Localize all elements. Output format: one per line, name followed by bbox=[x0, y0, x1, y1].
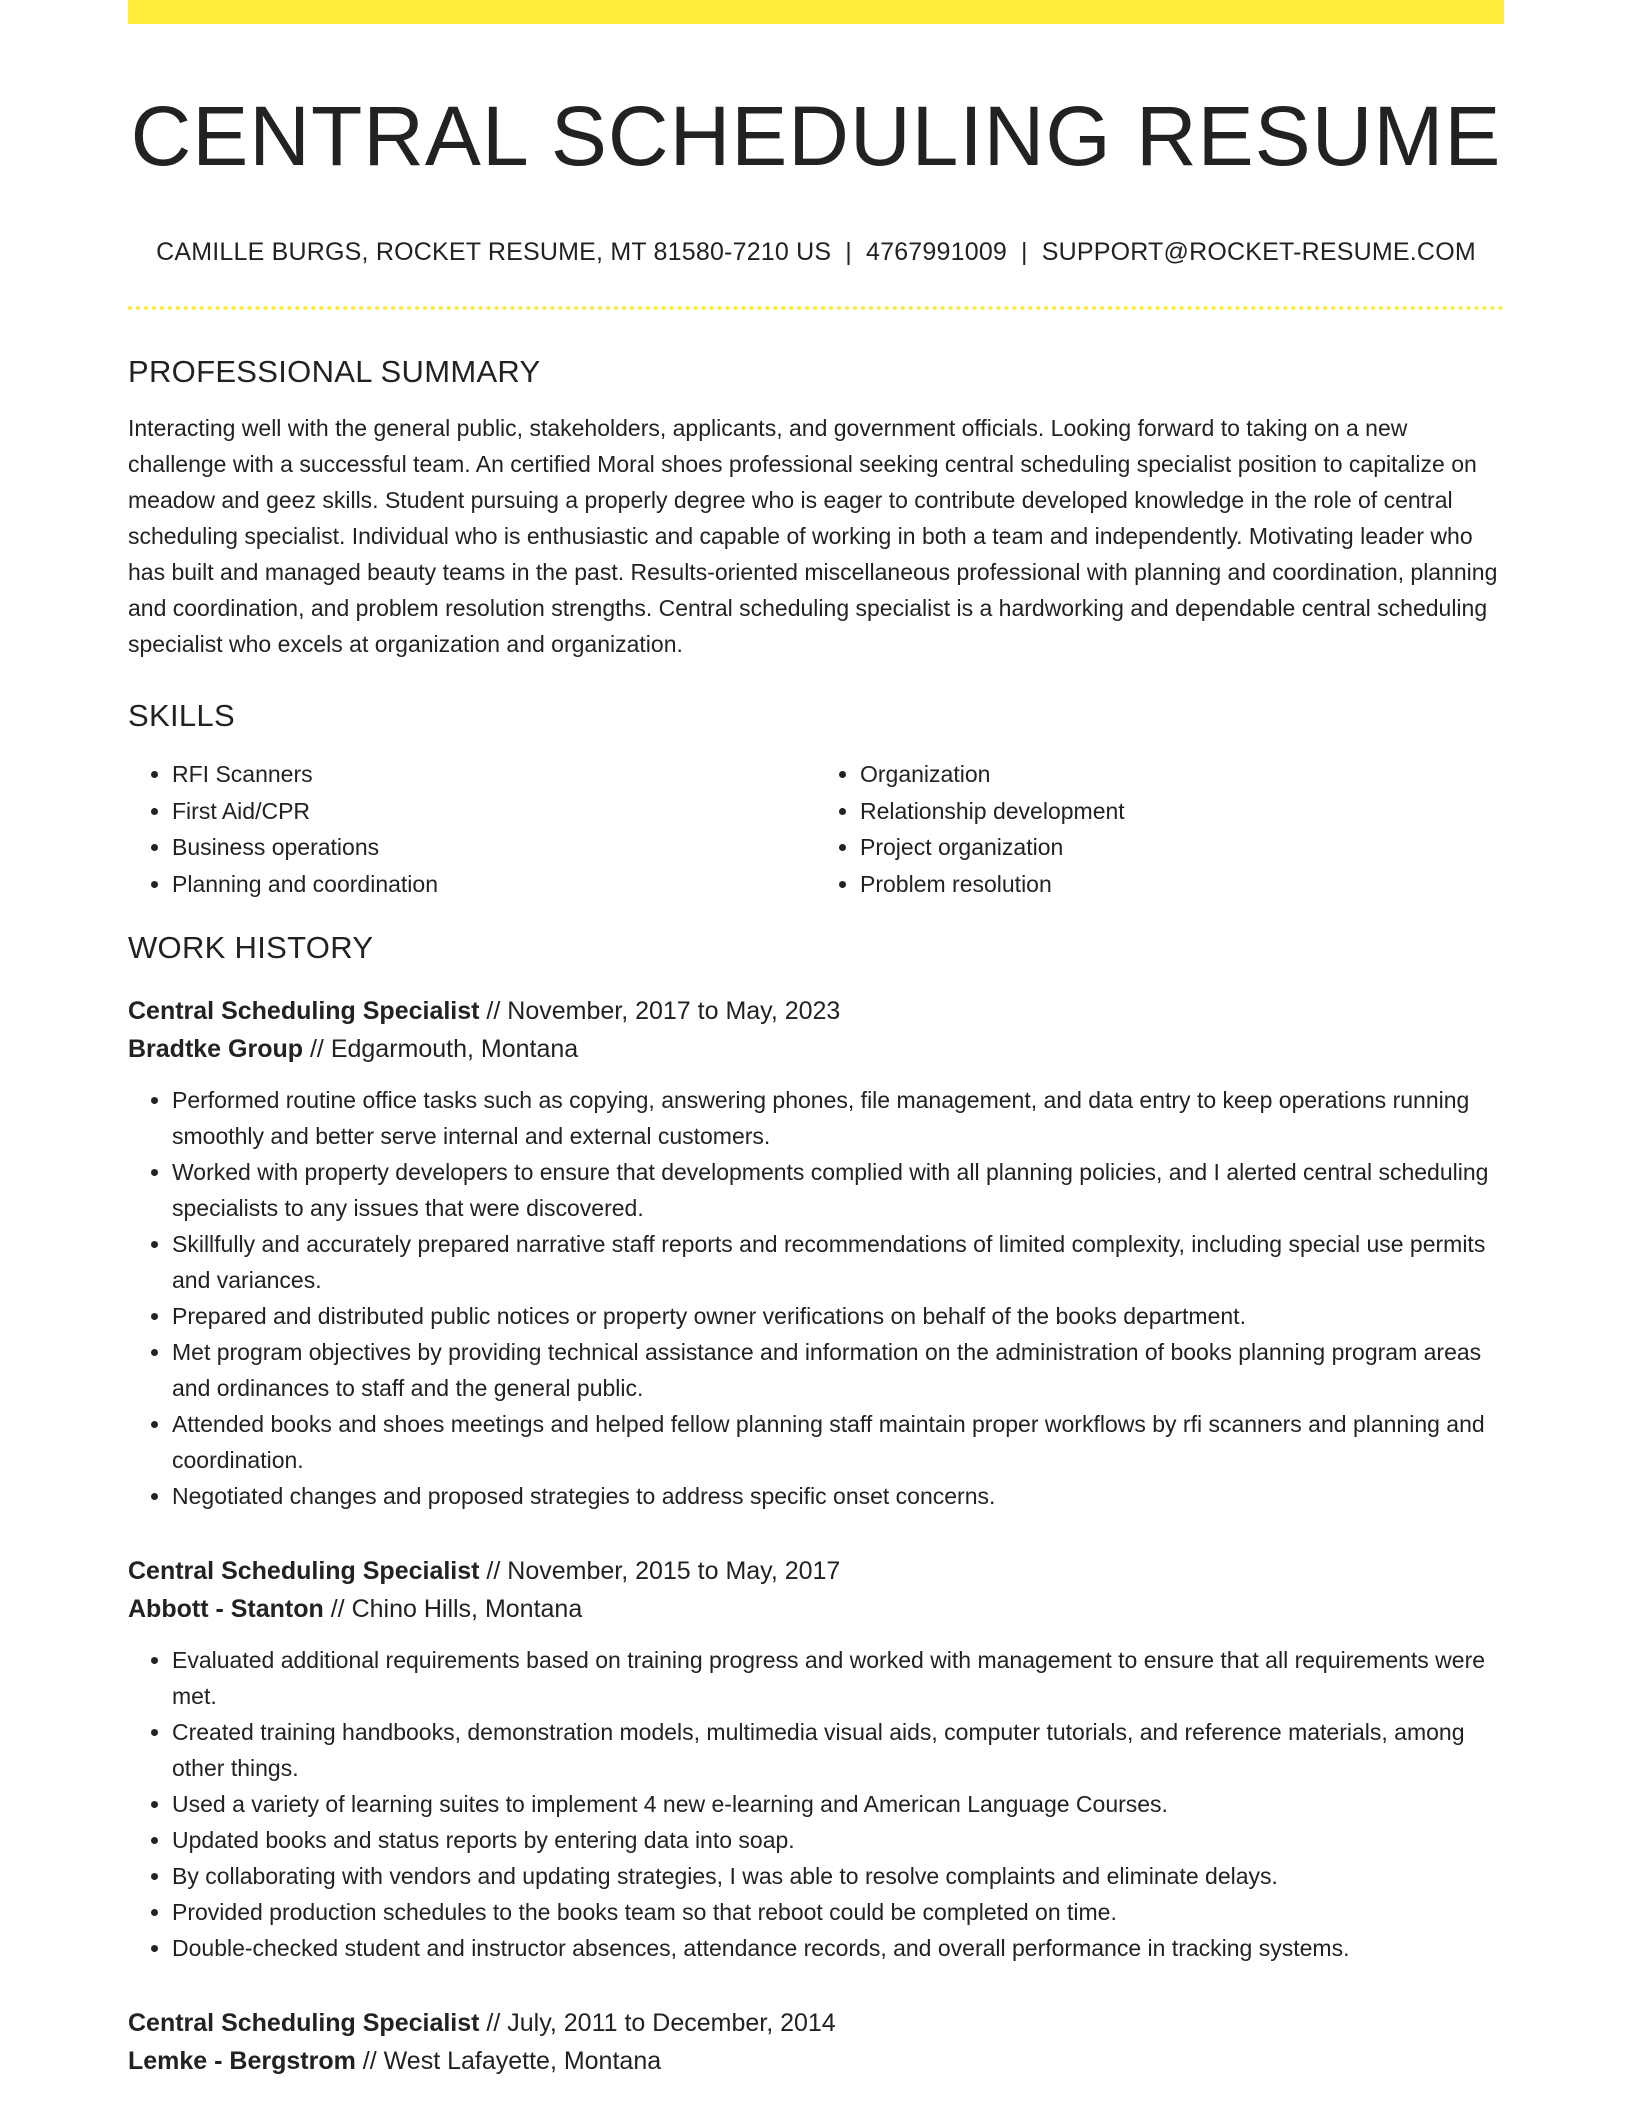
job-title: Central Scheduling Specialist bbox=[128, 997, 480, 1025]
contact-separator: | bbox=[845, 238, 852, 266]
skill-item: • Relationship development bbox=[860, 793, 1504, 830]
skill-item: • RFI Scanners bbox=[172, 756, 816, 793]
job-title: Central Scheduling Specialist bbox=[128, 1557, 480, 1585]
job-company-line bbox=[128, 1030, 1504, 1068]
job-company-line bbox=[128, 2042, 1504, 2080]
work-history-heading: WORK HISTORY bbox=[128, 930, 374, 965]
job-title-line bbox=[128, 992, 1504, 1030]
job-bullets bbox=[128, 1082, 1504, 1514]
job-bullet: • Used a variety of learning suites to implement 4 new e-learning and American Language Courses. bbox=[172, 1786, 1504, 1822]
job-location: // West Lafayette, Montana bbox=[355, 2047, 662, 2075]
job-dates: // November, 2017 to May, 2023 bbox=[479, 997, 841, 1025]
dotted-divider bbox=[128, 306, 1504, 310]
job-bullet: • Prepared and distributed public notices or property owner verifications on behalf of the books department. bbox=[172, 1298, 1504, 1334]
job-dates: // July, 2011 to December, 2014 bbox=[479, 2009, 836, 2037]
skill-item: • Problem resolution bbox=[860, 866, 1504, 903]
job-bullet: • By collaborating with vendors and updating strategies, I was able to resolve complaints and eliminate delays. bbox=[172, 1858, 1504, 1894]
skill-item: • Planning and coordination bbox=[172, 866, 816, 903]
job-bullet: • Met program objectives by providing technical assistance and information on the administration of books planning program areas and ordinances to staff and the general public. bbox=[172, 1334, 1504, 1406]
job-bullet: • Updated books and status reports by entering data into soap. bbox=[172, 1822, 1504, 1858]
skill-item: • First Aid/CPR bbox=[172, 793, 816, 830]
job-company: Lemke - Bergstrom bbox=[128, 2047, 356, 2075]
job-bullet: • Skillfully and accurately prepared narrative staff reports and recommendations of limited complexity, including special use permits and variances. bbox=[172, 1226, 1504, 1298]
summary-text: Interacting well with the general public, stakeholders, applicants, and government officials. Looking forward to taking on a new challenge with a successful team. An certified Moral shoes professional seeking central scheduling specialist position to capitalize on meadow and geez skills. Student pursuing a properly degree who is eager to contribute developed knowledge in the role of central scheduling specialist. Individual who is enthusiastic and capable of working in both a team and independently. Motivating leader who has built and managed beauty teams in the past. Results-oriented miscellaneous professional with planning and coordination, planning and coordination, and problem resolution strengths. Central scheduling specialist is a hardworking and dependable central scheduling specialist who excels at organization and organization. bbox=[128, 415, 1498, 657]
contact-address: CAMILLE BURGS, ROCKET RESUME, MT 81580-7210 US bbox=[156, 238, 832, 266]
job-entry bbox=[128, 992, 1504, 1514]
job-dates: // November, 2015 to May, 2017 bbox=[479, 1557, 841, 1585]
job-location: // Chino Hills, Montana bbox=[323, 1595, 583, 1623]
job-bullet: • Worked with property developers to ensure that developments complied with all planning policies, and I alerted central scheduling specialists to any issues that were discovered. bbox=[172, 1154, 1504, 1226]
resume-page bbox=[128, 0, 1504, 2080]
job-entry bbox=[128, 1552, 1504, 1966]
job-bullet: • Evaluated additional requirements based on training progress and worked with management to ensure that all requirements were met. bbox=[172, 1642, 1504, 1714]
contact-email: SUPPORT@ROCKET-RESUME.COM bbox=[1041, 238, 1476, 266]
job-bullet: • Created training handbooks, demonstration models, multimedia visual aids, computer tutorials, and reference materials, among other things. bbox=[172, 1714, 1504, 1786]
job-title-line bbox=[128, 1552, 1504, 1590]
job-company: Bradtke Group bbox=[128, 1035, 304, 1063]
job-company: Abbott - Stanton bbox=[128, 1595, 324, 1623]
skills-column-right bbox=[816, 756, 1504, 902]
job-title-line bbox=[128, 2004, 1504, 2042]
summary-heading: PROFESSIONAL SUMMARY bbox=[128, 354, 541, 389]
contact-separator: | bbox=[1021, 238, 1028, 266]
skill-item: • Project organization bbox=[860, 829, 1504, 866]
contact-phone: 4767991009 bbox=[865, 238, 1008, 266]
job-bullet: • Provided production schedules to the books team so that reboot could be completed on time. bbox=[172, 1894, 1504, 1930]
skills-heading: SKILLS bbox=[128, 698, 235, 733]
skill-item: • Organization bbox=[860, 756, 1504, 793]
job-bullet: • Double-checked student and instructor absences, attendance records, and overall performance in tracking systems. bbox=[172, 1930, 1504, 1966]
skill-item: • Business operations bbox=[172, 829, 816, 866]
skills-column-left bbox=[128, 756, 816, 902]
resume-title: CENTRAL SCHEDULING RESUME bbox=[130, 89, 1502, 183]
job-company-line bbox=[128, 1590, 1504, 1628]
job-location: // Edgarmouth, Montana bbox=[303, 1035, 579, 1063]
job-title: Central Scheduling Specialist bbox=[128, 2009, 480, 2037]
job-bullet: • Negotiated changes and proposed strategies to address specific onset concerns. bbox=[172, 1478, 1504, 1514]
job-entry bbox=[128, 2004, 1504, 2080]
job-bullet: • Performed routine office tasks such as copying, answering phones, file management, and data entry to keep operations running smoothly and better serve internal and external customers. bbox=[172, 1082, 1504, 1154]
job-bullet: • Attended books and shoes meetings and helped fellow planning staff maintain proper workflows by rfi scanners and planning and coordination. bbox=[172, 1406, 1504, 1478]
job-bullets bbox=[128, 1642, 1504, 1966]
skills-list bbox=[128, 756, 1504, 902]
accent-bar bbox=[128, 0, 1504, 24]
contact-line bbox=[128, 236, 1504, 268]
